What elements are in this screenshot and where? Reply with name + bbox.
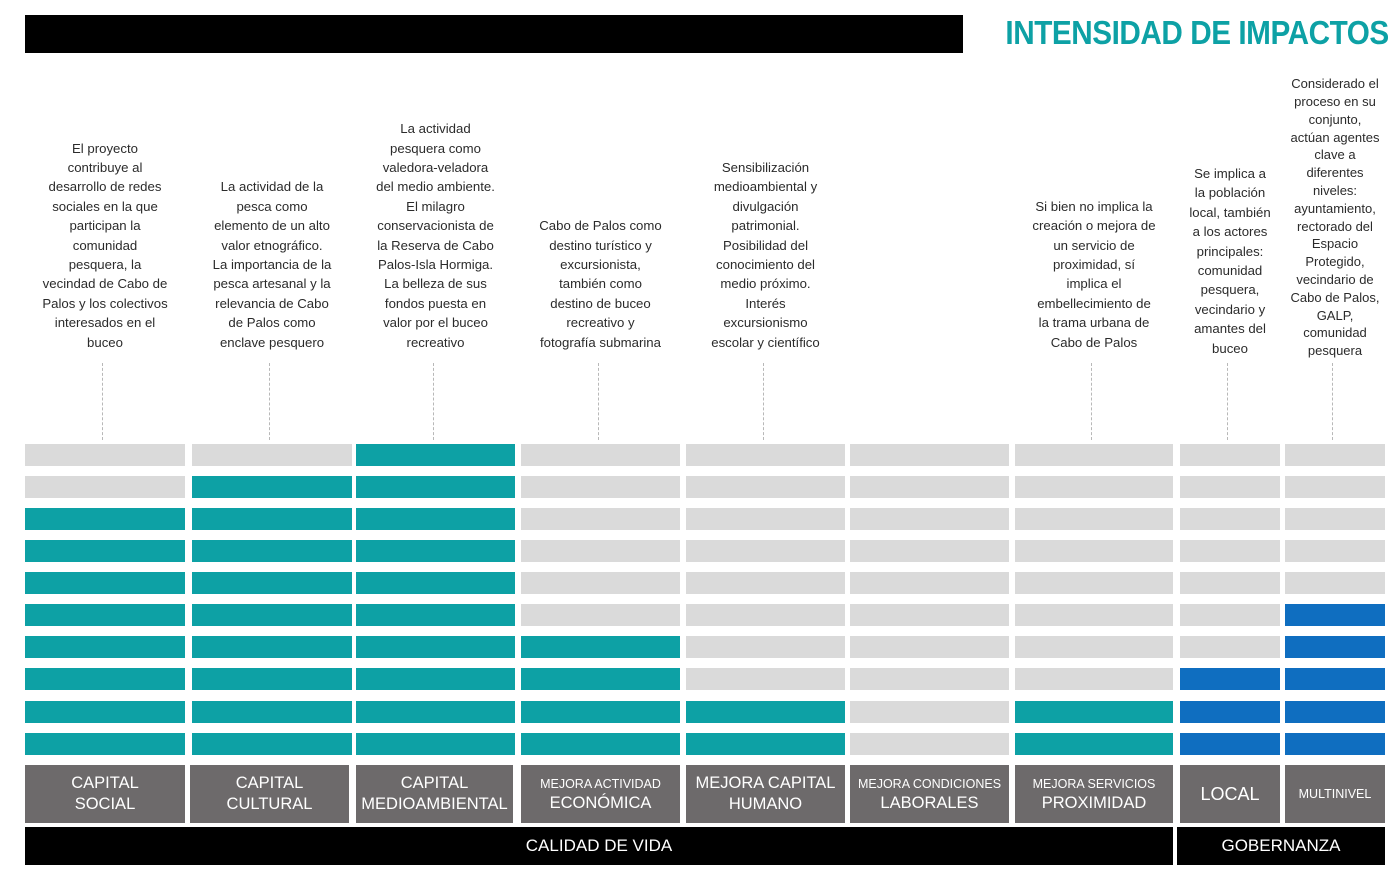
bar-cell — [192, 636, 352, 658]
bar-cell — [1015, 444, 1173, 466]
description-line: vecindario y — [1194, 301, 1266, 317]
impact-description — [361, 119, 511, 352]
category-label-line: ECONÓMICA — [549, 793, 652, 812]
leader-line — [598, 363, 599, 440]
impact-description — [1019, 197, 1169, 352]
description-line: Protegido, — [1305, 254, 1365, 270]
description-line: Posibilidad del — [722, 237, 809, 253]
leader-line — [1227, 363, 1228, 440]
description-line: comunidad — [1197, 263, 1263, 279]
footer-calidad-de-vida: CALIDAD DE VIDA — [25, 827, 1173, 865]
bar-cell — [850, 444, 1009, 466]
category-label — [850, 765, 1009, 823]
bar-cell — [356, 508, 515, 530]
description-line: La actividad de la — [220, 179, 324, 195]
description-line: excursionismo — [723, 315, 808, 331]
description-line: diferentes — [1306, 165, 1364, 181]
bar-cell — [521, 444, 680, 466]
leader-line — [433, 363, 434, 440]
bar-cell — [521, 572, 680, 594]
description-line: pesca artesanal y la — [213, 276, 331, 292]
chart-title: INTENSIDAD DE IMPACTOS — [1005, 14, 1389, 51]
description-line: pesquera — [1307, 343, 1363, 359]
description-line: interesados en el — [54, 315, 156, 331]
bar-cell — [192, 733, 352, 755]
bar-cell — [850, 508, 1009, 530]
impact-description — [30, 139, 180, 352]
category-label-line: MULTINIVEL — [1298, 786, 1372, 801]
bar-cell — [1180, 540, 1280, 562]
leader-line — [1332, 363, 1333, 440]
category-label-line: SOCIAL — [74, 795, 136, 813]
description-line: escolar y científico — [711, 334, 820, 350]
description-line: Interés — [745, 295, 786, 311]
bar-cell — [686, 508, 845, 530]
bar-cell — [192, 668, 352, 690]
category-label — [1285, 765, 1385, 823]
category-label-line: CAPITAL — [71, 774, 139, 792]
bar-cell — [850, 701, 1009, 723]
bar-cell — [356, 604, 515, 626]
bar-cell — [1180, 668, 1280, 690]
description-line: recreativo — [406, 334, 465, 350]
description-line: buceo — [1212, 340, 1248, 356]
description-line: un servicio de — [1053, 237, 1135, 253]
description-line: conocimiento del — [716, 257, 815, 273]
bar-cell — [1180, 508, 1280, 530]
description-line: Espacio — [1311, 236, 1359, 252]
description-line: a los actores — [1192, 224, 1268, 240]
bar-cell — [25, 733, 185, 755]
description-line: pesquera, — [1200, 282, 1260, 298]
category-label-line: PROXIMIDAD — [1041, 793, 1147, 812]
bar-cell — [686, 540, 845, 562]
bar-cell — [25, 604, 185, 626]
bar-cell — [1285, 508, 1385, 530]
bar-cell — [25, 508, 185, 530]
bar-cell — [25, 572, 185, 594]
description-line: El milagro — [406, 198, 465, 214]
description-line: destino turístico y — [549, 237, 652, 253]
bar-cell — [1180, 733, 1280, 755]
bar-cell — [356, 668, 515, 690]
top-black-bar — [25, 15, 963, 53]
bar-cell — [1285, 733, 1385, 755]
leader-line — [269, 363, 270, 440]
bar-cell — [521, 476, 680, 498]
bar-cell — [192, 444, 352, 466]
bar-cell — [521, 701, 680, 723]
category-label — [521, 765, 680, 823]
bar-cell — [356, 701, 515, 723]
bar-cell — [686, 572, 845, 594]
description-line: medioambiental y — [713, 179, 818, 195]
description-line: excursionista, — [560, 257, 641, 272]
bar-cell — [521, 508, 680, 530]
category-label — [1180, 765, 1280, 823]
category-label-line: CULTURAL — [226, 795, 313, 813]
category-label-line: MEJORA CONDICIONES — [857, 776, 1002, 791]
description-line: sociales en la que — [52, 198, 158, 214]
description-line: buceo — [87, 334, 123, 350]
bar-cell — [1180, 701, 1280, 723]
impact-description — [526, 216, 676, 352]
bar-cell — [686, 636, 845, 658]
bar-cell — [686, 444, 845, 466]
bar-cell — [25, 701, 185, 723]
category-label-line: LOCAL — [1200, 783, 1260, 804]
bar-cell — [356, 444, 515, 466]
bar-cell — [1180, 572, 1280, 594]
bar-cell — [1015, 701, 1173, 723]
bar-cell — [1015, 508, 1173, 530]
description-line: implica el — [1066, 276, 1122, 292]
description-line: conjunto, — [1308, 111, 1362, 127]
bar-cell — [192, 604, 352, 626]
leader-line — [102, 363, 103, 440]
leader-line — [1091, 363, 1092, 440]
description-line: niveles: — [1312, 182, 1358, 198]
bar-cell — [192, 572, 352, 594]
description-line: enclave pesquero — [219, 334, 325, 350]
description-line: de Palos como — [228, 315, 316, 331]
bar-cell — [521, 604, 680, 626]
bar-cell — [850, 604, 1009, 626]
bar-cell — [25, 444, 185, 466]
description-line: Se implica a — [1194, 166, 1266, 181]
description-line: desarrollo de redes — [48, 179, 162, 195]
category-label-line: LABORALES — [880, 793, 979, 812]
bar-cell — [1285, 476, 1385, 498]
category-label — [25, 765, 185, 823]
description-line: Sensibilización — [721, 160, 810, 175]
bar-cell — [521, 636, 680, 658]
description-line: contribuye al — [67, 160, 143, 175]
category-label — [190, 765, 349, 823]
description-line: Cabo de Palos — [1050, 334, 1138, 350]
bar-cell — [1285, 572, 1385, 594]
bar-cell — [1180, 476, 1280, 498]
bar-cell — [1015, 476, 1173, 498]
bar-cell — [192, 476, 352, 498]
bar-cell — [1180, 604, 1280, 626]
bar-cell — [850, 636, 1009, 658]
description-line: La belleza de sus — [384, 276, 487, 292]
description-line: la trama urbana de — [1038, 315, 1150, 331]
bar-cell — [1015, 636, 1173, 658]
impact-description — [1275, 75, 1395, 360]
bar-cell — [686, 604, 845, 626]
leader-line — [763, 363, 764, 440]
description-line: elemento de un alto — [214, 218, 330, 234]
bar-cell — [25, 668, 185, 690]
description-line: destino de buceo — [550, 295, 651, 311]
description-line: amantes del — [1194, 321, 1266, 337]
bar-cell — [356, 476, 515, 498]
description-line: La importancia de la — [212, 257, 332, 273]
bar-cell — [521, 733, 680, 755]
bar-cell — [1015, 540, 1173, 562]
bar-cell — [25, 540, 185, 562]
description-line: Palos y los colectivos — [42, 295, 168, 311]
category-label-line: CAPITAL — [235, 774, 304, 792]
description-line: Si bien no implica la — [1035, 198, 1153, 214]
description-line: patrimonial. — [731, 218, 800, 234]
description-line: local, también — [1189, 204, 1271, 220]
bar-cell — [1285, 636, 1385, 658]
bar-cell — [850, 476, 1009, 498]
description-line: Considerado el — [1291, 76, 1379, 92]
bar-cell — [686, 701, 845, 723]
description-line: Cabo de Palos como — [539, 218, 662, 234]
bar-cell — [356, 572, 515, 594]
description-line: la Reserva de Cabo — [377, 237, 494, 253]
description-line: medio próximo. — [720, 276, 811, 292]
bar-cell — [521, 540, 680, 562]
description-line: vecindad de Cabo de — [42, 276, 168, 292]
bar-cell — [850, 540, 1009, 562]
description-line: comunidad — [1303, 325, 1367, 341]
description-line: recreativo y — [566, 315, 635, 331]
description-line: fotografía submarina — [540, 334, 661, 350]
bar-cell — [850, 668, 1009, 690]
bar-cell — [1285, 668, 1385, 690]
description-line: El proyecto — [72, 140, 138, 156]
impact-description — [1170, 164, 1290, 358]
description-line: valor etnográfico. — [221, 237, 323, 253]
description-line: valor por el buceo — [383, 315, 488, 331]
bar-cell — [521, 668, 680, 690]
description-line: Palos-Isla Hormiga. — [377, 257, 494, 273]
description-line: divulgación — [732, 198, 799, 214]
description-line: rectorado del — [1297, 218, 1373, 234]
footer-gobernanza: GOBERNANZA — [1177, 827, 1385, 865]
bar-cell — [356, 540, 515, 562]
bar-cell — [1015, 572, 1173, 594]
description-line: comunidad — [72, 237, 138, 253]
category-label-line: MEJORA ACTIVIDAD — [540, 776, 661, 791]
category-label — [1015, 765, 1173, 823]
description-line: la población — [1194, 185, 1266, 201]
description-line: pesca como — [236, 198, 308, 214]
description-line: también como — [559, 276, 642, 292]
category-label — [356, 765, 513, 823]
bar-cell — [686, 476, 845, 498]
category-label-line: MEDIOAMBIENTAL — [361, 795, 508, 813]
description-line: GALP, — [1316, 307, 1354, 323]
bar-cell — [192, 508, 352, 530]
bar-cell — [1285, 540, 1385, 562]
description-line: proximidad, sí — [1052, 257, 1136, 273]
description-line: valedora-veladora — [382, 160, 489, 175]
category-label-line: MEJORA SERVICIOS — [1032, 776, 1156, 791]
bar-cell — [356, 733, 515, 755]
bar-cell — [25, 636, 185, 658]
category-label — [686, 765, 845, 823]
bar-cell — [1015, 733, 1173, 755]
impact-description — [197, 177, 347, 352]
description-line: fondos puesta en — [384, 295, 487, 311]
bar-cell — [1015, 604, 1173, 626]
bar-cell — [356, 636, 515, 658]
description-line: vecindario de — [1296, 271, 1374, 287]
bar-cell — [686, 668, 845, 690]
bar-cell — [192, 701, 352, 723]
description-line: Cabo de Palos, — [1290, 289, 1380, 305]
description-line: embellecimiento de — [1037, 295, 1151, 311]
description-line: clave a — [1314, 147, 1356, 163]
description-line: relevancia de Cabo — [215, 295, 329, 311]
description-line: pesquera como — [390, 140, 481, 156]
description-line: creación o mejora de — [1032, 218, 1156, 234]
bar-cell — [192, 540, 352, 562]
bar-cell — [1180, 636, 1280, 658]
bar-cell — [850, 572, 1009, 594]
impact-description — [691, 158, 841, 352]
bar-cell — [1285, 701, 1385, 723]
description-line: ayuntamiento, — [1294, 200, 1376, 216]
bar-cell — [1285, 444, 1385, 466]
description-line: conservacionista de — [377, 218, 494, 234]
description-line: actúan agentes — [1290, 129, 1380, 145]
description-line: proceso en su — [1294, 93, 1376, 109]
description-line: participan la — [69, 218, 141, 234]
bar-cell — [1015, 668, 1173, 690]
category-label-line: CAPITAL — [400, 774, 469, 792]
bar-cell — [1285, 604, 1385, 626]
category-label-line: HUMANO — [728, 795, 803, 813]
description-line: del medio ambiente. — [376, 179, 495, 195]
category-label-line: MEJORA CAPITAL — [695, 774, 836, 792]
description-line: principales: — [1196, 243, 1264, 259]
bar-cell — [25, 476, 185, 498]
bar-cell — [850, 733, 1009, 755]
description-line: La actividad — [400, 121, 471, 137]
bar-cell — [686, 733, 845, 755]
description-line: pesquera, la — [68, 257, 142, 273]
bar-cell — [1180, 444, 1280, 466]
